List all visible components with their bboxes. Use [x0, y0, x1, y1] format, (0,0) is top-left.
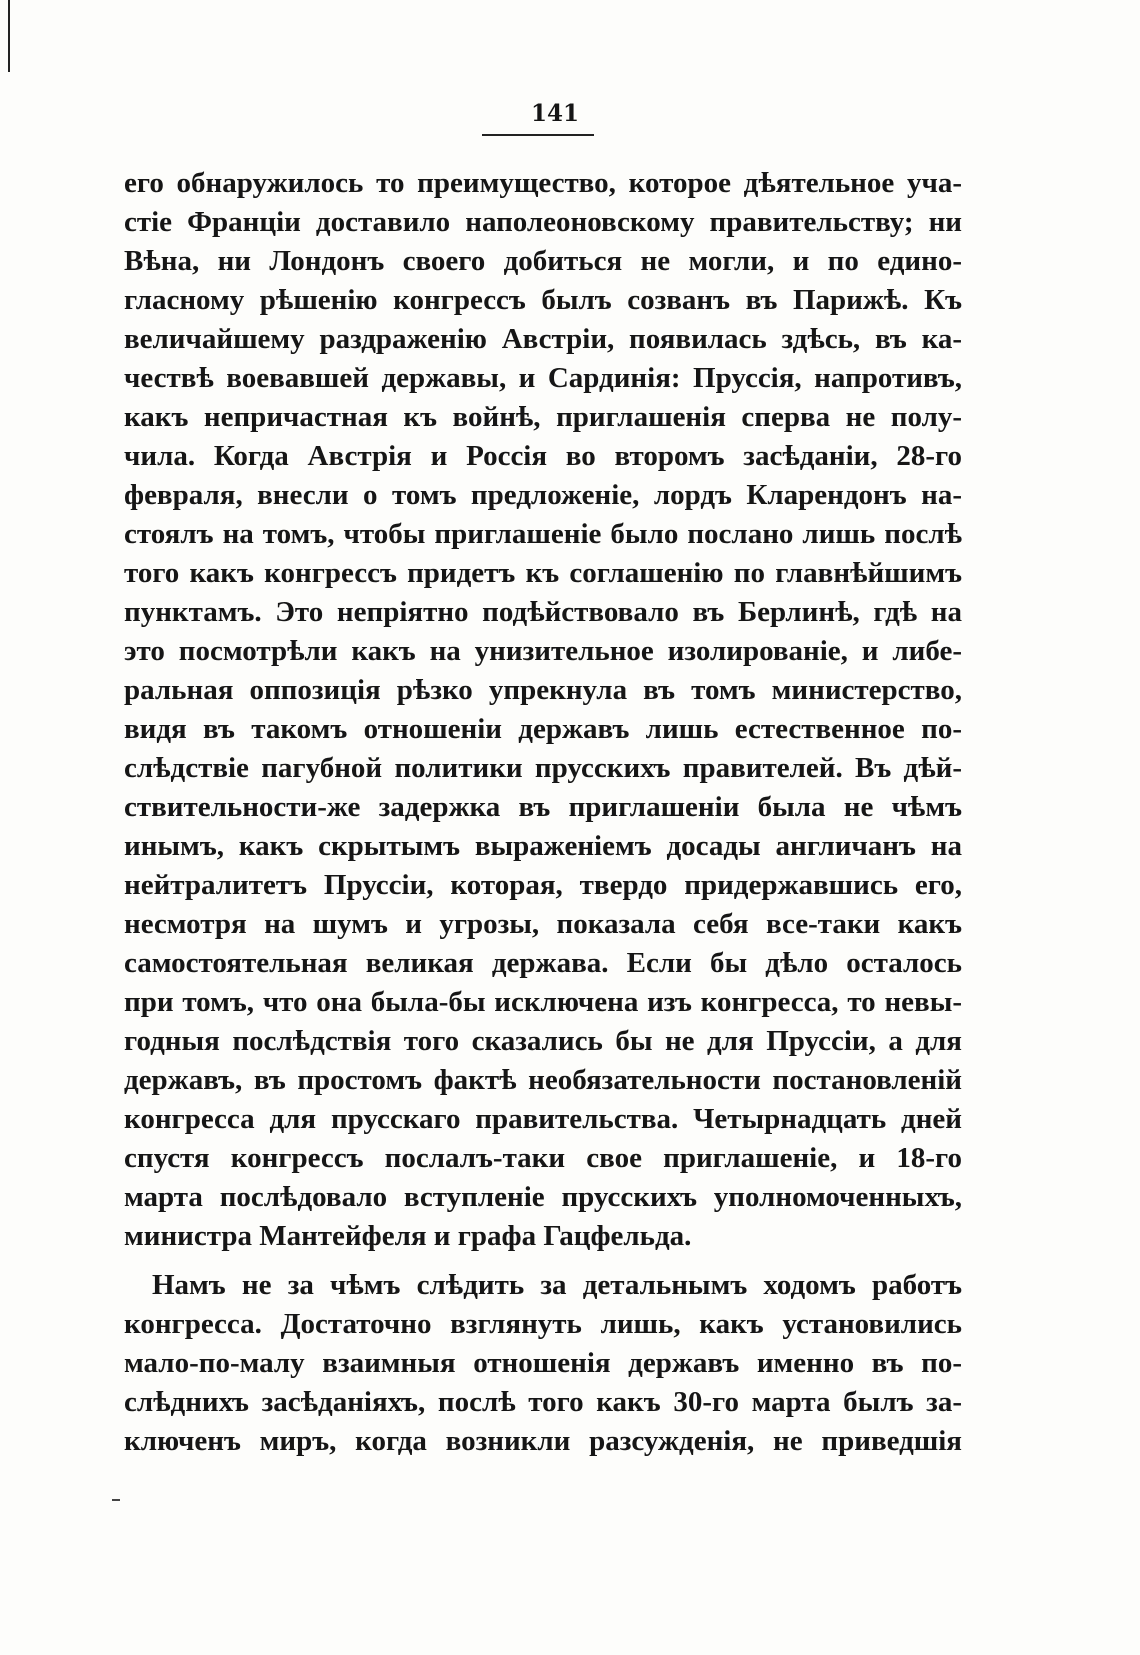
paragraph-spacer: [124, 1256, 962, 1266]
text-line: февраля, внесли о томъ предложеніе, лордъ Кларендонъ на-: [124, 479, 962, 511]
text-line: конгресса. Достаточно взглянуть лишь, какъ установились: [124, 1308, 962, 1340]
text-line: чила. Когда Австрія и Россія во второмъ засѣданіи, 28-го: [124, 440, 962, 472]
page-number: 141: [530, 100, 579, 127]
text-line: Вѣна, ни Лондонъ своего добиться не могли, и по едино-: [124, 245, 962, 277]
text-line: Намъ не за чѣмъ слѣдить за детальнымъ ходомъ работъ: [152, 1269, 962, 1301]
scan-edge-rule: [8, 0, 10, 72]
text-line: стіе Франціи доставило наполеоновскому правительству; ни: [124, 206, 962, 238]
text-line: марта послѣдовало вступленіе прусскихъ уполномоченныхъ,: [124, 1181, 962, 1213]
text-line: слѣдствіе пагубной политики прусскихъ правителей. Въ дѣй-: [124, 752, 962, 784]
text-line: нейтралитетъ Пруссіи, которая, твердо придержавшись его,: [124, 869, 962, 901]
text-line: конгресса для прусскаго правительства. Четырнадцать дней: [124, 1103, 962, 1135]
text-line: ключенъ миръ, когда возникли разсужденія, не приведшія: [124, 1425, 962, 1457]
text-line: годныя послѣдствія того сказались бы не для Пруссіи, а для: [124, 1025, 962, 1057]
text-line: ствительности-же задержка въ приглашеніи была не чѣмъ: [124, 791, 962, 823]
text-line: слѣднихъ засѣданіяхъ, послѣ того какъ 30-го марта былъ за-: [124, 1386, 962, 1418]
body-text: [124, 164, 962, 1461]
text-line: несмотря на шумъ и угрозы, показала себя все-таки какъ: [124, 908, 962, 940]
text-line: его обнаружилось то преимущество, которое дѣятельное уча-: [124, 167, 962, 199]
text-line: самостоятельная великая держава. Если бы дѣло осталось: [124, 947, 962, 979]
text-line: это посмотрѣли какъ на унизительное изолированіе, и либе-: [124, 635, 962, 667]
text-line: гласному рѣшенію конгрессъ былъ созванъ въ Парижѣ. Къ: [124, 284, 962, 316]
text-line: министра Мантейфеля и графа Гацфельда.: [124, 1220, 692, 1252]
text-line: стоялъ на томъ, чтобы приглашеніе было послано лишь послѣ: [124, 518, 962, 550]
text-line: при томъ, что она была-бы исключена изъ конгресса, то невы-: [124, 986, 962, 1018]
text-line: инымъ, какъ скрытымъ выраженіемъ досады англичанъ на: [124, 830, 962, 862]
text-line: видя въ такомъ отношеніи державъ лишь естественное по-: [124, 713, 962, 745]
paragraph-2: [124, 1266, 962, 1461]
text-line: пунктамъ. Это непріятно подѣйствовало въ Берлинѣ, гдѣ на: [124, 596, 962, 628]
margin-tick-mark: [112, 1499, 120, 1501]
text-line: какъ непричастная къ войнѣ, приглашенія сперва не полу-: [124, 401, 962, 433]
text-line: чествѣ воевавшей державы, и Сардинія: Пруссія, напротивъ,: [124, 362, 962, 394]
text-line: ральная оппозиція рѣзко упрекнула въ томъ министерство,: [124, 674, 962, 706]
text-line: того какъ конгрессъ придетъ къ соглашенію по главнѣйшимъ: [124, 557, 962, 589]
text-line: спустя конгрессъ послалъ-таки свое приглашеніе, и 18-го: [124, 1142, 962, 1174]
text-line: величайшему раздраженію Австріи, появилась здѣсь, въ ка-: [124, 323, 962, 355]
page-number-underline: [482, 134, 594, 136]
text-line: державъ, въ простомъ фактѣ необязательности постановленій: [124, 1064, 962, 1096]
text-line: мало-по-малу взаимныя отношенія державъ именно въ по-: [124, 1347, 962, 1379]
paragraph-1: [124, 164, 962, 1256]
